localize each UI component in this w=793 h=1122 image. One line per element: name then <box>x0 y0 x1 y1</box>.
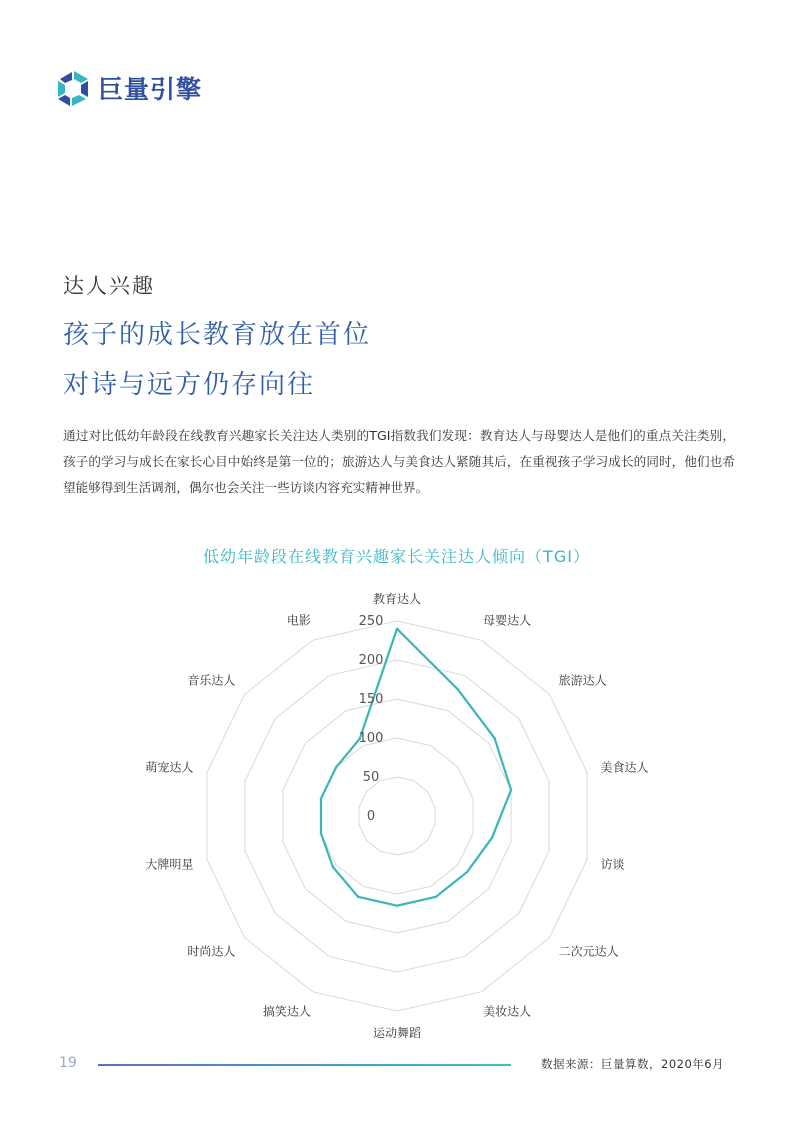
series-line-0 <box>321 629 511 906</box>
headline-line-1: 孩子的成长教育放在首位 <box>63 320 372 350</box>
radar-ticks <box>359 614 384 824</box>
data-point-0 <box>396 628 398 630</box>
category-label-6: 美妆达人 <box>483 1004 532 1019</box>
category-label-4: 访谈 <box>600 857 625 872</box>
data-point-8 <box>357 896 359 898</box>
data-point-3 <box>510 789 512 791</box>
grid-ring-150 <box>283 699 511 933</box>
tick-label-0: 0 <box>366 809 376 824</box>
category-label-7: 运动舞蹈 <box>372 1026 422 1040</box>
category-label-12: 音乐达人 <box>187 673 236 688</box>
radar-series <box>320 628 513 907</box>
category-label-9: 时尚达人 <box>187 944 236 959</box>
headline-line-2: 对诗与远方仍存向往 <box>63 370 316 400</box>
data-point-11 <box>320 797 322 799</box>
chart-title: 低幼年龄段在线教育兴趣家长关注达人倾向（TGI） <box>203 547 590 566</box>
footer-divider <box>98 1064 511 1066</box>
data-point-5 <box>466 871 468 873</box>
grid-ring-200 <box>245 660 549 972</box>
tick-label-100: 100 <box>358 731 384 746</box>
section-label: 达人兴趣 <box>63 274 155 298</box>
data-point-6 <box>435 896 437 898</box>
tick-label-200: 200 <box>358 653 384 668</box>
radar-chart <box>0 580 793 1040</box>
grid-ring-250 <box>207 621 587 1011</box>
data-point-9 <box>332 866 334 868</box>
grid-ring-100 <box>321 738 473 894</box>
radar-grid <box>207 621 587 1011</box>
category-label-3: 美食达人 <box>600 760 649 775</box>
data-point-12 <box>335 766 337 768</box>
brand-logo <box>54 68 202 108</box>
data-point-2 <box>493 737 495 739</box>
category-label-0: 教育达人 <box>372 592 422 606</box>
data-point-4 <box>491 836 493 838</box>
brand-name: 巨量引擎 <box>98 75 203 104</box>
category-label-5: 二次元达人 <box>558 944 619 959</box>
tick-label-50: 50 <box>362 770 380 785</box>
data-point-10 <box>320 832 322 834</box>
category-label-10: 大牌明星 <box>145 857 194 872</box>
radar-category-labels <box>145 591 648 1040</box>
body-paragraph: 通过对比低幼年龄段在线教育兴趣家长关注达人类别的TGI指数我们发现：教育达人与母婴达人是他们的重点关注类别，孩子的学习与成长在家长心目中始终是第一位的；旅游达人与美食达人紧随其后，在重视孩子学习成长的同时，他们也希望能够得到生活调剂，偶尔也会关注一些访谈内容充实精神世界。 <box>63 428 735 495</box>
category-label-1: 母婴达人 <box>483 613 532 628</box>
page-number: 19 <box>59 1055 77 1071</box>
category-label-11: 萌宠达人 <box>145 760 194 775</box>
category-label-2: 旅游达人 <box>558 673 607 688</box>
tick-label-150: 150 <box>358 692 384 707</box>
category-label-8: 搞笑达人 <box>262 1004 311 1019</box>
tick-label-250: 250 <box>358 614 384 629</box>
data-source: 数据来源：巨量算数，2020年6月 <box>541 1057 725 1071</box>
logo-mark-icon <box>54 68 94 108</box>
data-point-1 <box>457 688 459 690</box>
data-point-7 <box>396 905 398 907</box>
category-label-13: 电影 <box>286 613 311 628</box>
